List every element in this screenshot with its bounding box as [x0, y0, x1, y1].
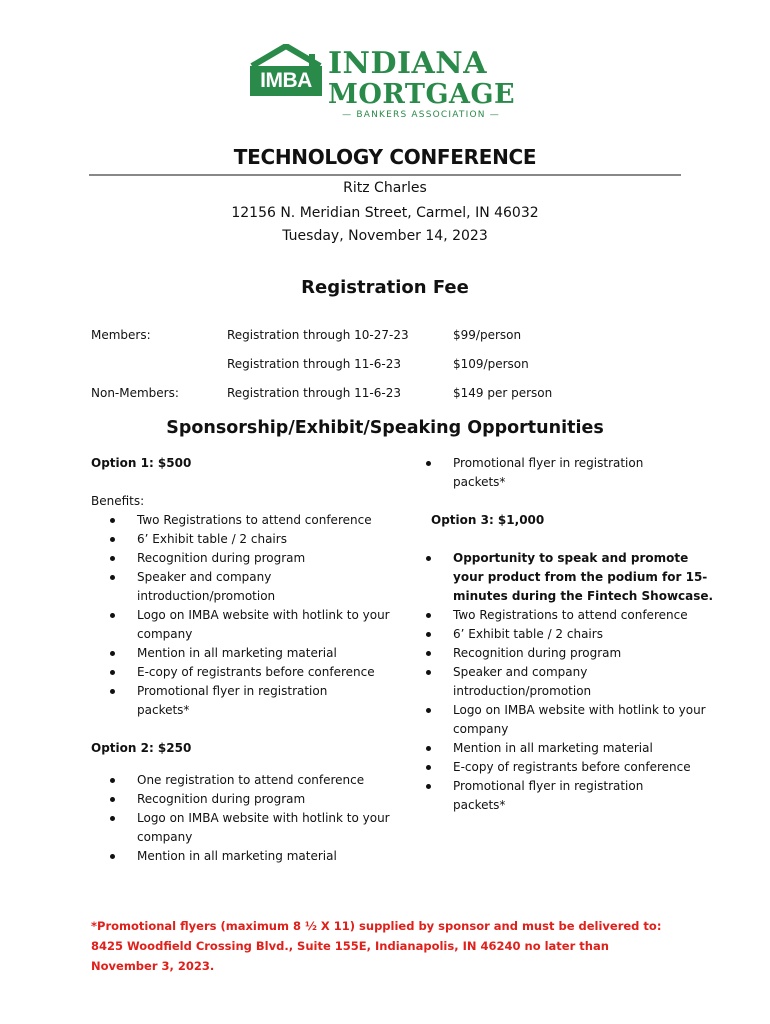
- list-item-text: Recognition during program: [453, 646, 622, 660]
- list-item-text: Two Registrations to attend conference: [137, 513, 372, 527]
- list-item-text: Recognition during program: [137, 551, 306, 565]
- option-3-benefits-list: [407, 549, 714, 815]
- list-item-text: Mention in all marketing material: [453, 741, 653, 755]
- list-item-text: Logo on IMBA website with hotlink to your company: [453, 703, 706, 736]
- list-item: [407, 701, 721, 739]
- option-2-benefits-list: [91, 771, 390, 866]
- logo-line-indiana: INDIANA: [328, 46, 487, 81]
- logo-subtitle-text: BANKERS ASSOCIATION: [356, 110, 486, 120]
- list-item-text: Mention in all marketing material: [137, 646, 337, 660]
- bullet-icon: [110, 518, 115, 523]
- list-item-text: E-copy of registrants before conference: [137, 665, 375, 679]
- bullet-icon: [110, 797, 115, 802]
- bullet-icon: [426, 784, 431, 789]
- delivery-note: *Promotional flyers (maximum 8 ½ X 11) supplied by sponsor and must be delivered to: 8425 Woodfield Crossing Blvd., Suite 155E, Indianapolis, IN 46240 no later than November 3, 2023.: [91, 919, 662, 973]
- fee-price: $149 per person: [453, 386, 553, 400]
- venue-address: 12156 N. Meridian Street, Carmel, IN 46032: [231, 205, 539, 221]
- list-item-text: 6’ Exhibit table / 2 chairs: [453, 627, 603, 641]
- list-item-text: Opportunity to speak and promote your product from the podium for 15-minutes during the Fintech Showcase.: [453, 551, 714, 603]
- list-item: [407, 663, 668, 701]
- list-item-text: 6’ Exhibit table / 2 chairs: [137, 532, 287, 546]
- logo-mark-text: IMBA: [250, 66, 322, 96]
- list-item: [407, 606, 691, 625]
- bullet-icon: [110, 816, 115, 821]
- list-item: [91, 568, 352, 606]
- right-column: [411, 454, 714, 815]
- list-item: [91, 606, 402, 644]
- list-item-text: Two Registrations to attend conference: [453, 608, 688, 622]
- list-item-text: Logo on IMBA website with hotlink to your company: [137, 811, 390, 844]
- bullet-icon: [110, 613, 115, 618]
- list-item: [91, 663, 381, 682]
- bullet-icon: [110, 556, 115, 561]
- bullet-icon: [110, 575, 115, 580]
- list-item: [91, 530, 381, 549]
- bullet-icon: [110, 651, 115, 656]
- left-column: [91, 454, 390, 866]
- list-item-text: Promotional flyer in registration packets*: [137, 684, 328, 717]
- list-item-text: Mention in all marketing material: [137, 849, 337, 863]
- bullet-icon: [426, 632, 431, 637]
- list-item-text: Recognition during program: [137, 792, 306, 806]
- bullet-icon: [110, 689, 115, 694]
- list-item-text: Promotional flyer in registration packets*: [453, 456, 644, 489]
- bullet-icon: [426, 670, 431, 675]
- bullet-icon: [426, 708, 431, 713]
- list-item-text: Promotional flyer in registration packets*: [453, 779, 644, 812]
- venue-name: Ritz Charles: [343, 180, 427, 196]
- list-item: [91, 771, 381, 790]
- list-item-text: Speaker and company introduction/promotion: [453, 665, 592, 698]
- bullet-icon: [110, 778, 115, 783]
- benefits-label: Benefits:: [91, 494, 145, 508]
- logo-line-mortgage: MORTGAGE: [328, 79, 516, 110]
- option-3-title: Option 3: $1,000: [431, 513, 545, 527]
- fee-price: $109/person: [453, 357, 529, 371]
- imba-logo: [246, 44, 518, 122]
- list-item: [407, 625, 691, 644]
- list-item: [91, 549, 381, 568]
- fee-period: Registration through 10-27-23: [227, 328, 409, 342]
- list-item: [407, 758, 691, 777]
- bullet-icon: [426, 651, 431, 656]
- logo-subtitle: — BANKERS ASSOCIATION —: [342, 110, 500, 120]
- fee-label: Members:: [91, 328, 151, 342]
- list-item: [91, 511, 381, 530]
- title-divider: [89, 174, 681, 176]
- list-item: [407, 739, 691, 758]
- bullet-icon: [110, 670, 115, 675]
- fee-price: $99/person: [453, 328, 522, 342]
- list-item-text: One registration to attend conference: [137, 773, 365, 787]
- fee-period: Registration through 11-6-23: [227, 386, 401, 400]
- option-2-extra-list: [407, 454, 691, 492]
- list-item: [407, 777, 688, 815]
- list-item: [91, 644, 381, 663]
- list-item-text: Logo on IMBA website with hotlink to your company: [137, 608, 390, 641]
- bullet-icon: [426, 765, 431, 770]
- list-item: [91, 847, 381, 866]
- bullet-icon: [426, 746, 431, 751]
- list-item: [91, 809, 402, 847]
- registration-fee-heading: Registration Fee: [301, 277, 469, 298]
- bullet-icon: [110, 854, 115, 859]
- list-item: [407, 644, 691, 663]
- bullet-icon: [426, 461, 431, 466]
- list-item-text: Speaker and company introduction/promotion: [137, 570, 276, 603]
- list-item-text: E-copy of registrants before conference: [453, 760, 691, 774]
- option-1-title: Option 1: $500: [91, 456, 192, 470]
- event-date: Tuesday, November 14, 2023: [282, 228, 488, 244]
- bullet-icon: [110, 537, 115, 542]
- list-item: [91, 682, 372, 720]
- fee-label: Non-Members:: [91, 386, 179, 400]
- option-1-benefits-list: [91, 511, 390, 720]
- page-title: TECHNOLOGY CONFERENCE: [233, 145, 537, 169]
- list-item: [91, 790, 381, 809]
- list-item: [407, 454, 688, 492]
- option-2-title: Option 2: $250: [91, 741, 192, 755]
- fee-period: Registration through 11-6-23: [227, 357, 401, 371]
- bullet-icon: [426, 613, 431, 618]
- bullet-icon: [426, 556, 431, 561]
- sponsorship-heading: Sponsorship/Exhibit/Speaking Opportunities: [166, 418, 604, 438]
- list-item-highlight: [407, 549, 721, 606]
